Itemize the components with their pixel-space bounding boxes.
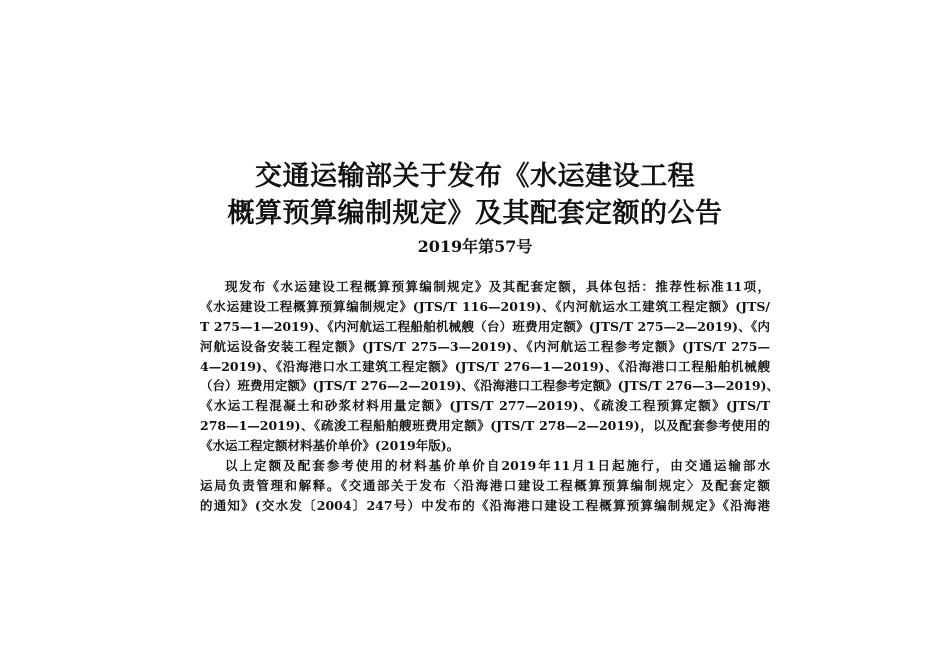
paragraph-line: 现发布《水运建设工程概算预算编制规定》及其配套定额，具体包括：推荐性标准11项，	[225, 279, 770, 294]
paragraph-line: 4—2019)、《沿海港口水工建筑工程定额》(JTS/T 276—1—2019)、《沿海港口工程船舶机械艘	[200, 358, 770, 374]
paragraph-line: 278—1—2019)、《疏浚工程船舶艘班费用定额》(JTS/T 278—2—2019)，以及配套参考使用的	[200, 418, 770, 434]
document-number: 2019年第57号	[417, 237, 533, 256]
body-text	[200, 277, 779, 516]
paragraph-line: 以上定额及配套参考使用的材料基价单价自2019年11月1日起施行，由交通运输部水	[225, 458, 770, 474]
title-line-1: 交通运输部关于发布《水运建设工程	[255, 161, 695, 192]
paragraph-2	[200, 456, 770, 516]
title-line-2: 概算预算编制规定》及其配套定额的公告	[227, 198, 723, 229]
paragraph-line: 《水运工程定额材料基价单价》(2019年版)。	[200, 438, 460, 454]
announcement-title	[0, 158, 950, 232]
paragraph-line: 《水运建设工程概算预算编制规定》(JTS/T 116—2019)、《内河航运水工建筑工程定额》(JTS/	[200, 298, 770, 314]
paragraph-1	[200, 277, 779, 456]
paragraph-line: 《水运工程混凝土和砂浆材料用量定额》(JTS/T 277—2019)、《疏浚工程预算定额》(JTS/T	[200, 398, 770, 414]
paragraph-line: 的通知》(交水发〔2004〕247号）中发布的《沿海港口建设工程概算预算编制规定》《沿海港	[200, 497, 770, 513]
paragraph-line: （台）班费用定额》(JTS/T 276—2—2019)、《沿海港口工程参考定额》(JTS/T 276—3—2019)、	[200, 378, 779, 394]
paragraph-line: T 275—1—2019)、《内河航运工程船舶机械艘（台）班费用定额》(JTS/T 275—2—2019)、《内	[200, 318, 770, 334]
paragraph-line: 运局负责管理和解释。《交通部关于发布〈沿海港口建设工程概算预算编制规定〉及配套定额	[200, 477, 770, 493]
paragraph-line: 河航运设备安装工程定额》(JTS/T 275—3—2019)、《内河航运工程参考定额》(JTS/T 275—	[200, 338, 770, 354]
